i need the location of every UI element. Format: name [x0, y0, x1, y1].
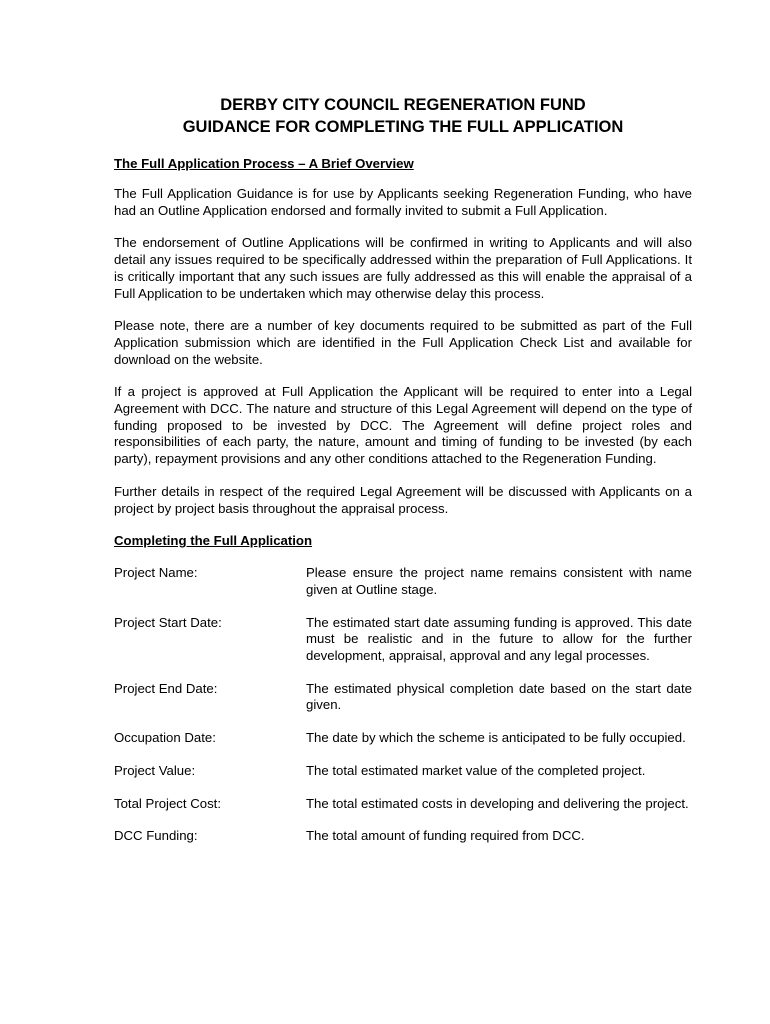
field-label: Project End Date: — [114, 680, 218, 696]
field-label: Project Start Date: — [114, 614, 222, 630]
paragraph-legal-agreement: If a project is approved at Full Application the Applicant will be required to enter into a Legal Agreement with DCC. The nature and structure of this Legal Agreement will depend on the type of funding proposed to be invested by DCC. The Agreement will define project roles and responsibilities of each party, the nature, amount and timing of funding to be invested (by each party), repayment provisions and any other conditions attached to the Regeneration Funding. — [114, 384, 692, 467]
field-description: The total estimated costs in developing and delivering the project. — [306, 795, 689, 811]
field-description: The total estimated market value of the completed project. — [306, 762, 646, 778]
field-row-total-project-cost — [114, 796, 692, 813]
field-description: The estimated start date assuming funding is approved. This date must be realistic and in the future to allow for the further development, appraisal, approval and any legal processes. — [306, 614, 692, 664]
field-description: The estimated physical completion date based on the start date given. — [306, 680, 692, 713]
title-line-2: GUIDANCE FOR COMPLETING THE FULL APPLICATION — [182, 118, 624, 136]
field-row-dcc-funding — [114, 828, 692, 845]
completing-heading: Completing the Full Application — [114, 533, 313, 549]
field-label: Occupation Date: — [114, 730, 216, 746]
paragraph-further-details: Further details in respect of the required Legal Agreement will be discussed with Applicants on a project by project basis throughout the appraisal process. — [114, 483, 692, 516]
field-label: Project Value: — [114, 762, 196, 778]
field-description: Please ensure the project name remains consistent with name given at Outline stage. — [306, 565, 692, 597]
title-line-1: DERBY CITY COUNCIL REGENERATION FUND — [220, 96, 586, 114]
field-description: The total amount of funding required from DCC. — [306, 828, 585, 844]
overview-heading: The Full Application Process – A Brief Overview — [114, 156, 414, 171]
field-row-project-end-date — [114, 681, 692, 714]
field-row-project-start-date — [114, 615, 692, 665]
paragraph-guidance-purpose: The Full Application Guidance is for use by Applicants seeking Regeneration Funding, who have had an Outline Application endorsed and formally invited to submit a Full Application. — [114, 186, 692, 218]
field-label: Total Project Cost: — [114, 795, 222, 811]
field-description: The date by which the scheme is anticipated to be fully occupied. — [306, 730, 686, 746]
paragraph-endorsement: The endorsement of Outline Applications will be confirmed in writing to Applicants and will also detail any issues required to be specifically addressed within the preparation of Full Applications. It is critically important that any such issues are fully addressed as this will enable the appraisal of a Full Application to be undertaken which may otherwise delay this process. — [114, 235, 692, 301]
field-definitions — [114, 565, 692, 845]
field-row-project-value — [114, 763, 692, 780]
document-title — [114, 94, 692, 138]
field-row-occupation-date — [114, 730, 692, 747]
field-label: Project Name: — [114, 565, 198, 581]
field-label: DCC Funding: — [114, 828, 198, 844]
paragraph-key-documents: Please note, there are a number of key documents required to be submitted as part of the Full Application submission which are identified in the Full Application Check List and available for download on the website. — [114, 318, 692, 367]
field-row-project-name — [114, 565, 692, 598]
